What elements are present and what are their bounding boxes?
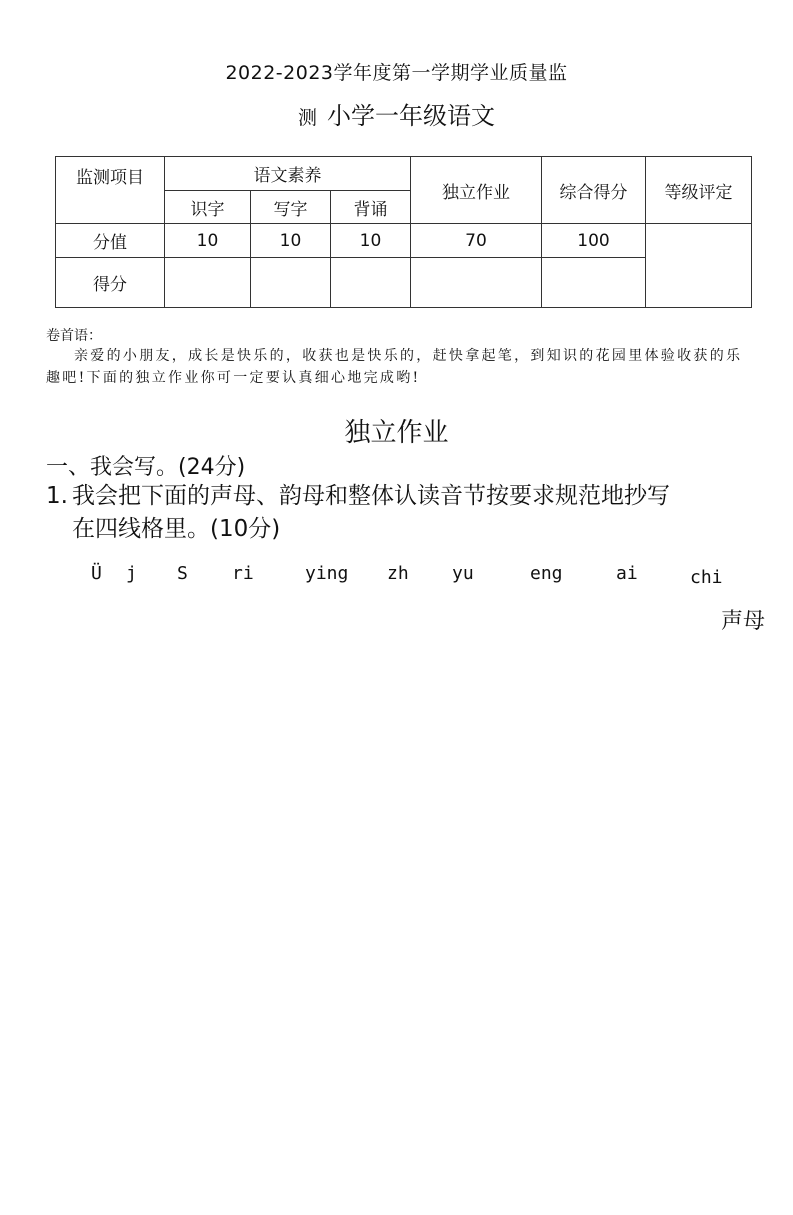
row-score-label: 得分: [56, 258, 165, 308]
points-total: 100: [542, 224, 646, 258]
pinyin-item: yu: [452, 563, 474, 584]
points-independent: 70: [411, 224, 542, 258]
points-recite: 10: [331, 224, 411, 258]
score-total-cell[interactable]: [542, 258, 646, 308]
document-title-line1: 2022-2023学年度第一学期学业质量监: [225, 62, 568, 84]
pinyin-item: ying: [305, 563, 349, 584]
header-grade: 等级评定: [646, 157, 752, 224]
header-write: 写字: [251, 191, 331, 224]
pinyin-item: chi: [690, 567, 723, 588]
question-line2: 在四线格里。(10分): [72, 516, 281, 542]
points-recognize: 10: [165, 224, 251, 258]
score-write-cell[interactable]: [251, 258, 331, 308]
pinyin-item: eng: [530, 563, 563, 584]
question-1: [46, 480, 776, 546]
score-table: [55, 156, 752, 308]
pinyin-item: zh: [387, 563, 409, 584]
header-item: 监测项目: [56, 157, 165, 224]
intro-text: 亲爱的小朋友，成长是快乐的，收获也是快乐的，赶快拿起笔，到知识的花园里体验收获的乐趣吧!下面的独立作业你可一定要认真细心地完成哟!: [46, 348, 743, 386]
pinyin-item: ai: [616, 563, 638, 584]
pinyin-item: Ü: [91, 563, 102, 584]
pinyin-item: j: [126, 563, 137, 584]
title-prefix: 测: [297, 107, 317, 129]
part1-heading: 一、我会写。(24分): [46, 455, 246, 480]
intro-label: 卷首语：: [46, 328, 102, 344]
score-recite-cell[interactable]: [331, 258, 411, 308]
score-recognize-cell[interactable]: [165, 258, 251, 308]
header-recognize: 识字: [165, 191, 251, 224]
header-total: 综合得分: [542, 157, 646, 224]
section-title: 独立作业: [344, 418, 449, 448]
category-label-shengmu: 声母: [720, 609, 765, 634]
header-independent: 独立作业: [411, 157, 542, 224]
grade-cell[interactable]: [646, 224, 752, 308]
pinyin-item: S: [177, 563, 188, 584]
score-independent-cell[interactable]: [411, 258, 542, 308]
document-title-line2: [0, 96, 793, 131]
title-main: 小学一年级语文: [327, 102, 495, 130]
points-write: 10: [251, 224, 331, 258]
question-number: 1.: [46, 483, 68, 509]
header-recite: 背诵: [331, 191, 411, 224]
row-points-label: 分值: [56, 224, 165, 258]
header-literacy: 语文素养: [165, 157, 411, 191]
question-line1: 我会把下面的声母、韵母和整体认读音节按要求规范地抄写: [72, 483, 670, 509]
pinyin-item: ri: [232, 563, 254, 584]
